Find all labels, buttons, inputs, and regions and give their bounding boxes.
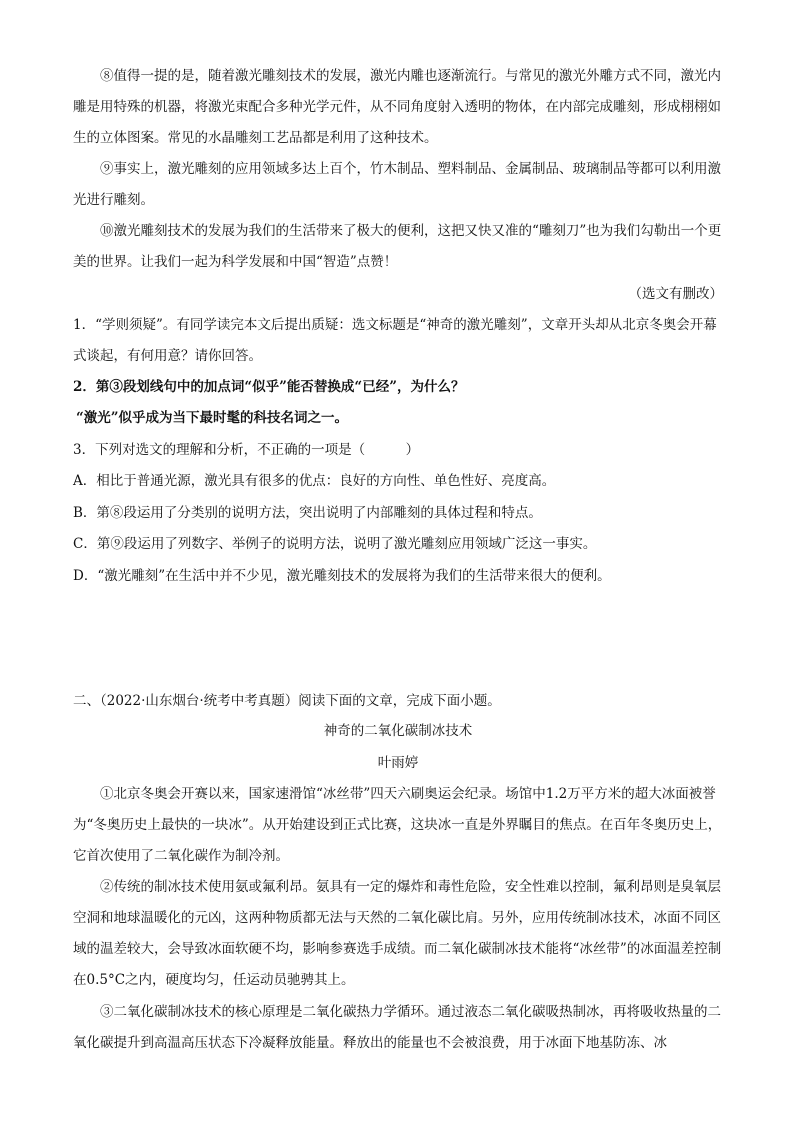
paragraph-9: ⑨事实上，激光雕刻的应用领域多达上百个，竹木制品、塑料制品、金属制品、玻璃制品等都可以利用激光进行雕刻。 xyxy=(73,161,721,208)
option-d: D．“激光雕刻”在生活中并不少见，激光雕刻技术的发展将为我们的生活带来很大的便利。 xyxy=(73,568,611,584)
option-b: B．第⑧段运用了分类别的说明方法，突出说明了内部雕刻的具体过程和特点。 xyxy=(73,505,542,521)
article-title: 神奇的二氧化碳制冰技术 xyxy=(323,723,473,739)
question-3: 3．下列对选文的理解和分析，不正确的一项是（ ） xyxy=(73,442,420,458)
source-note: （选文有删改） xyxy=(628,286,723,302)
paragraph-10: ⑩激光雕刻技术的发展为我们的生活带来了极大的便利，这把又快又准的“雕刻刀”也为我们勾勒出一个更美的世界。让我们一起为科学发展和中国“智造”点赞！ xyxy=(73,223,722,270)
article-paragraph-3: ③二氧化碳制冰技术的核心原理是二氧化碳热力学循环。通过液态二氧化碳吸热制冰，再将吸收热量的二氧化碳提升到高温高压状态下冷凝释放能量。释放出的能量也不会被浪费，用于冰面下地基防冻、冰 xyxy=(73,1004,721,1051)
option-a: A．相比于普通光源，激光具有很多的优点：良好的方向性、单色性好、亮度高。 xyxy=(73,473,556,489)
question-1: 1．“学则须疑”。有同学读完本文后提出质疑：选文标题是“神奇的激光雕刻”，文章开头却从北京冬奥会开幕式谈起，有何用意？请你回答。 xyxy=(73,317,717,364)
option-c: C．第⑨段运用了列数字、举例子的说明方法，说明了激光雕刻应用领域广泛这一事实。 xyxy=(73,536,597,552)
section-heading: 二、（2022·山东烟台·统考中考真题）阅读下面的文章，完成下面小题。 xyxy=(73,693,501,709)
question-2: 2．第③段划线句中的加点词“似乎”能否替换成“已经”，为什么？ xyxy=(73,379,465,395)
question-2-quote: “激光”似乎成为当下最时髦的科技名词之一。 xyxy=(76,410,349,426)
paragraph-8: ⑧值得一提的是，随着激光雕刻技术的发展，激光内雕也逐渐流行。与常见的激光外雕方式不同，激光内雕是用特殊的机器，将激光束配合多种光学元件，从不同角度射入透明的物体，在内部完成雕刻，形成栩栩如生的立体图案。常见的水晶雕刻工艺品都是利用了这种技术。 xyxy=(73,68,721,146)
article-paragraph-1: ①北京冬奥会开赛以来，国家速滑馆“冰丝带”四天六刷奥运会纪录。场馆中1.2万平方米的超大冰面被誉为“冬奥历史上最快的一块冰”。从开始建设到正式比赛，这块冰一直是外界瞩目的焦点。在百年冬奥历史上，它首次使用了二氧化碳作为制冷剂。 xyxy=(73,786,722,864)
article-author: 叶雨婷 xyxy=(377,755,419,771)
article-paragraph-2: ②传统的制冰技术使用氨或氟利昂。氨具有一定的爆炸和毒性危险，安全性难以控制，氟利昂则是臭氧层空洞和地球温暖化的元凶，这两种物质都无法与天然的二氧化碳比肩。另外，应用传统制冰技术，冰面不同区域的温差较大，会导致冰面软硬不均，影响参赛选手成绩。而二氧化碳制冰技术能将“冰丝带”的冰面温差控制在0.5°C之内，硬度均匀，任运动员驰骋其上。 xyxy=(73,879,722,988)
